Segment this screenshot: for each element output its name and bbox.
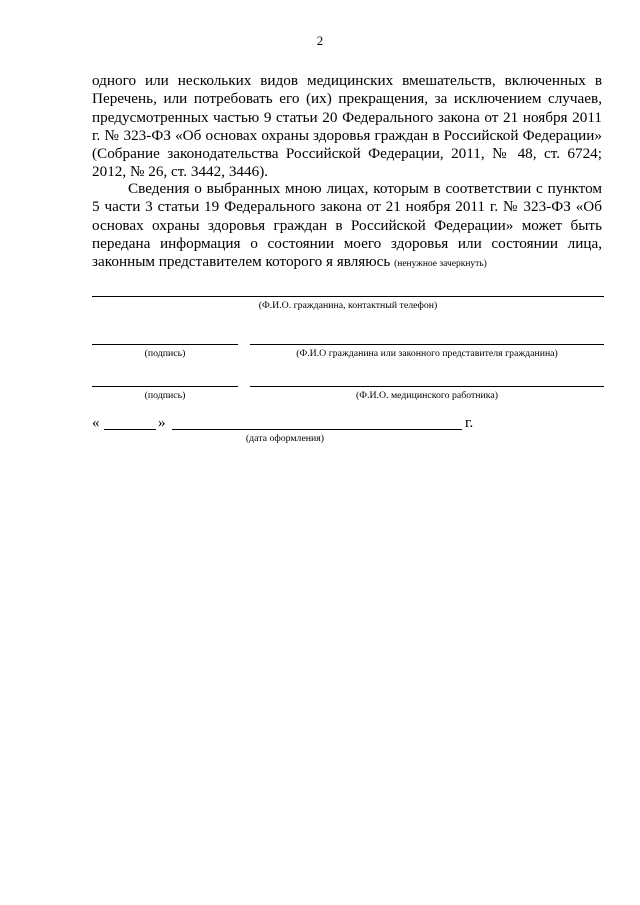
signature-line-2[interactable] — [92, 386, 238, 387]
date-open-quote: « — [92, 415, 100, 431]
citizen-name-phone-caption: (Ф.И.О. гражданина, контактный телефон) — [258, 300, 438, 311]
date-year-suffix: г. — [465, 415, 474, 431]
date-close-quote: » — [158, 415, 166, 431]
signature-caption-1: (подпись) — [144, 348, 186, 359]
citizen-representative-caption: (Ф.И.О гражданина или законного представителя гражданина) — [296, 348, 558, 359]
signature-line-1[interactable] — [92, 344, 238, 345]
strike-unnecessary-note: (ненужное зачеркнуть) — [394, 259, 487, 270]
medical-worker-name-line[interactable] — [250, 386, 604, 387]
citizen-name-phone-line[interactable] — [92, 296, 604, 297]
page-number: 2 — [316, 33, 324, 48]
medical-worker-caption: (Ф.И.О. медицинского работника) — [356, 390, 498, 401]
citizen-representative-name-line[interactable] — [250, 344, 604, 345]
date-day-line[interactable] — [104, 429, 156, 430]
paragraph-selected-persons — [92, 180, 602, 273]
date-month-year-line[interactable] — [172, 429, 462, 430]
paragraph-selected-persons-text: Сведения о выбранных мною лицах, которым в соответствии с пунктом 5 части 3 статьи 19 Федерального закона от 21 ноября 2011 г. № 323-ФЗ «Об основах охраны здоровья граждан в Российской Федерации» может быть передана информация о состоянии моего здоровья или состоянии лица, законным представителем которого я являюсь — [92, 180, 602, 271]
date-caption: (дата оформления) — [245, 433, 325, 444]
date-row — [92, 415, 482, 433]
paragraph-consent-refusal: одного или нескольких видов медицинских вмешательств, включенных в Перечень, или потребовать его (их) прекращения, за исключением случаев, предусмотренных частью 9 статьи 20 Федерального закона от 21 ноября 2011 г. № 323-ФЗ «Об основах охраны здоровья граждан в Российской Федерации» (Собрание законодательства Российской Федерации, 2011, № 48, ст. 6724; 2012, № 26, ст. 3442, 3446). — [92, 72, 602, 181]
signature-caption-2: (подпись) — [144, 390, 186, 401]
